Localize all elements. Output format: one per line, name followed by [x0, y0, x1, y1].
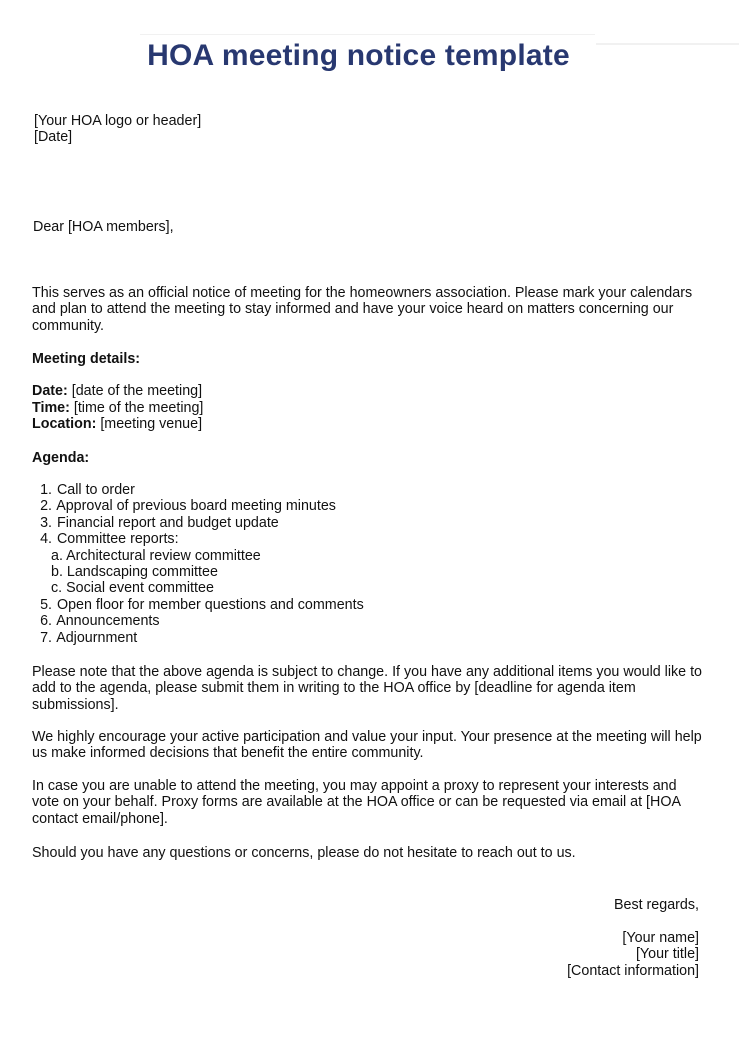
agenda-item-number: 6. [40, 613, 52, 630]
page-title: HOA meeting notice template [147, 39, 570, 72]
agenda-item-number: 2. [40, 498, 52, 515]
questions-paragraph: Should you have any questions or concerns, please do not hesitate to reach out to us. [32, 845, 576, 861]
agenda-item-text: Call to order [56, 482, 135, 498]
agenda-item-number: 4. [40, 531, 52, 548]
agenda-item-text: Announcements [56, 613, 160, 630]
intro-paragraph: This serves as an official notice of meeting for the homeowners association. Please mark your calendars and plan to attend the meeting to stay informed and have your voice heard on matters concerning our community. [32, 285, 693, 334]
participation-paragraph: We highly encourage your active participation and value your input. Your presence at the meeting will help us make informed decisions that benefit the entire community. [32, 729, 702, 762]
header-placeholder: [Your HOA logo or header] [34, 113, 202, 129]
meeting-location-value: [meeting venue] [96, 416, 203, 432]
agenda-item-number: 7. [40, 629, 52, 646]
agenda-heading: Agenda: [32, 450, 90, 466]
agenda-item-text: Open floor for member questions and comments [56, 596, 364, 613]
date-placeholder: [Date] [34, 129, 73, 145]
agenda-subitem-text: a. Architectural review committee [51, 547, 261, 564]
agenda-item-text: Approval of previous board meeting minutes [56, 498, 336, 515]
agenda-subitem-text: b. Landscaping committee [51, 564, 218, 581]
meeting-location-line [32, 416, 202, 432]
signature-contact: [Contact information] [567, 963, 699, 979]
agenda-item [32, 630, 364, 646]
agenda-item [32, 613, 364, 629]
top-divider [140, 34, 595, 35]
closing: Best regards, [613, 897, 699, 913]
agenda-item [32, 597, 364, 613]
signature-name: [Your name] [622, 930, 699, 946]
agenda-subitem [32, 580, 364, 596]
proxy-paragraph: In case you are unable to attend the meeting, you may appoint a proxy to represent your interests and vote on your behalf. Proxy forms are available at the HOA office or can be requested via email at [HOA contact email/phone]. [32, 778, 681, 827]
meeting-date-label: Date: [32, 383, 68, 399]
agenda-item-text: Committee reports: [56, 531, 179, 548]
meeting-time-value: [time of the meeting] [69, 400, 204, 416]
salutation: Dear [HOA members], [33, 219, 174, 235]
agenda-item-text: Adjournment [56, 629, 138, 646]
signature-title: [Your title] [635, 946, 699, 962]
meeting-date-value: [date of the meeting] [67, 383, 203, 399]
agenda-item-text: Financial report and budget update [56, 514, 279, 531]
agenda-list [32, 482, 364, 646]
agenda-item [32, 515, 364, 531]
agenda-item-number: 5. [40, 596, 52, 613]
meeting-time-label: Time: [32, 400, 70, 416]
meeting-time-line [32, 400, 203, 416]
agenda-item [32, 531, 364, 547]
agenda-subitem [32, 564, 364, 580]
agenda-item-number: 3. [40, 514, 52, 531]
meeting-date-line [32, 383, 202, 399]
agenda-item [32, 482, 364, 498]
agenda-item [32, 498, 364, 514]
agenda-change-paragraph: Please note that the above agenda is subject to change. If you have any additional items you would like to add to the agenda, please submit them in writing to the HOA office by [deadline for agenda item submissions]. [32, 664, 703, 713]
agenda-subitem [32, 548, 364, 564]
agenda-item-number: 1. [40, 482, 52, 498]
agenda-subitem-text: c. Social event committee [51, 580, 214, 597]
meeting-details-heading: Meeting details: [32, 351, 141, 367]
meeting-location-label: Location: [32, 416, 97, 432]
